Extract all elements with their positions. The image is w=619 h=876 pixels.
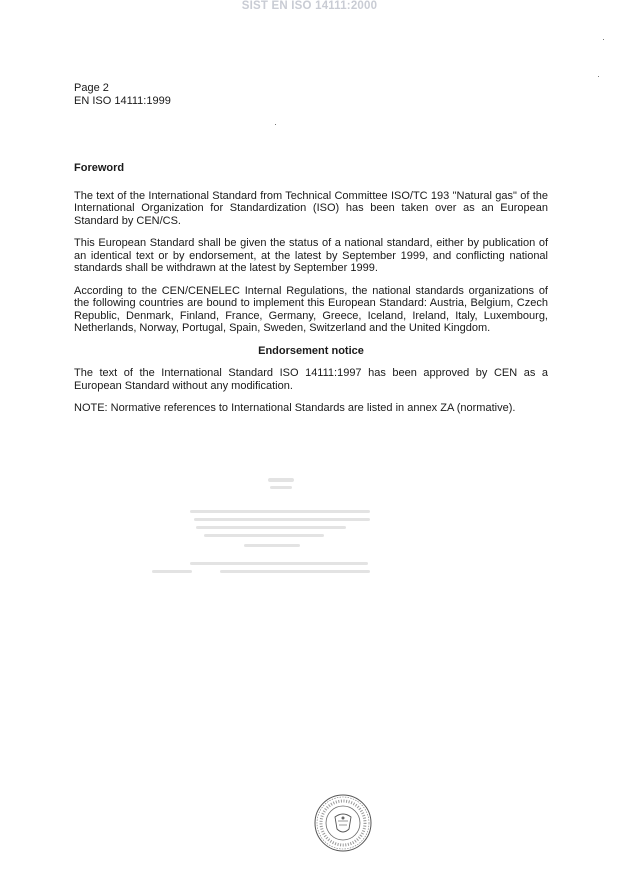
scan-speck: [603, 39, 604, 40]
endorsement-heading: Endorsement notice: [258, 344, 364, 357]
document-body: [74, 162, 548, 425]
foreword-paragraph-3: According to the CEN/CENELEC Internal Regulations, the national standards organizations of the following countries are bound to implement this European Standard: Austria, Belgium, Czech Republic, Denmark, Finland, France, Germany, Greece, Iceland, Ireland, Italy, Luxembourg, Netherlands, Norway, Portugal, Spain, Sweden, Switzerland and the United Kingdom.: [74, 284, 548, 334]
endorsement-text: The text of the International Standard ISO 14111:1997 has been approved by CEN as a European Standard without any modification.: [74, 367, 548, 392]
scan-show-through: [150, 470, 390, 590]
foreword-heading: Foreword: [74, 162, 125, 174]
scan-speck: [275, 124, 276, 125]
page-number: Page 2: [74, 82, 109, 94]
scan-speck: [598, 76, 599, 77]
standard-id: EN ISO 14111:1999: [74, 95, 171, 107]
watermark: SIST EN ISO 14111:2000: [241, 0, 378, 12]
normative-note: NOTE: Normative references to International Standards are listed in annex ZA (normative).: [74, 402, 516, 414]
foreword-paragraph-1: The text of the International Standard from Technical Committee ISO/TC 193 "Natural gas" of the International Organization for Standardization (ISO) has been taken over as an European Standard by CEN/CS.: [74, 189, 548, 227]
foreword-paragraph-2: This European Standard shall be given the status of a national standard, either by publication of an identical text or by endorsement, at the latest by September 1999, and conflicting national standards shall be withdrawn at the latest by September 1999.: [74, 237, 548, 274]
official-seal-icon: [313, 793, 373, 853]
page-header: [74, 82, 171, 108]
